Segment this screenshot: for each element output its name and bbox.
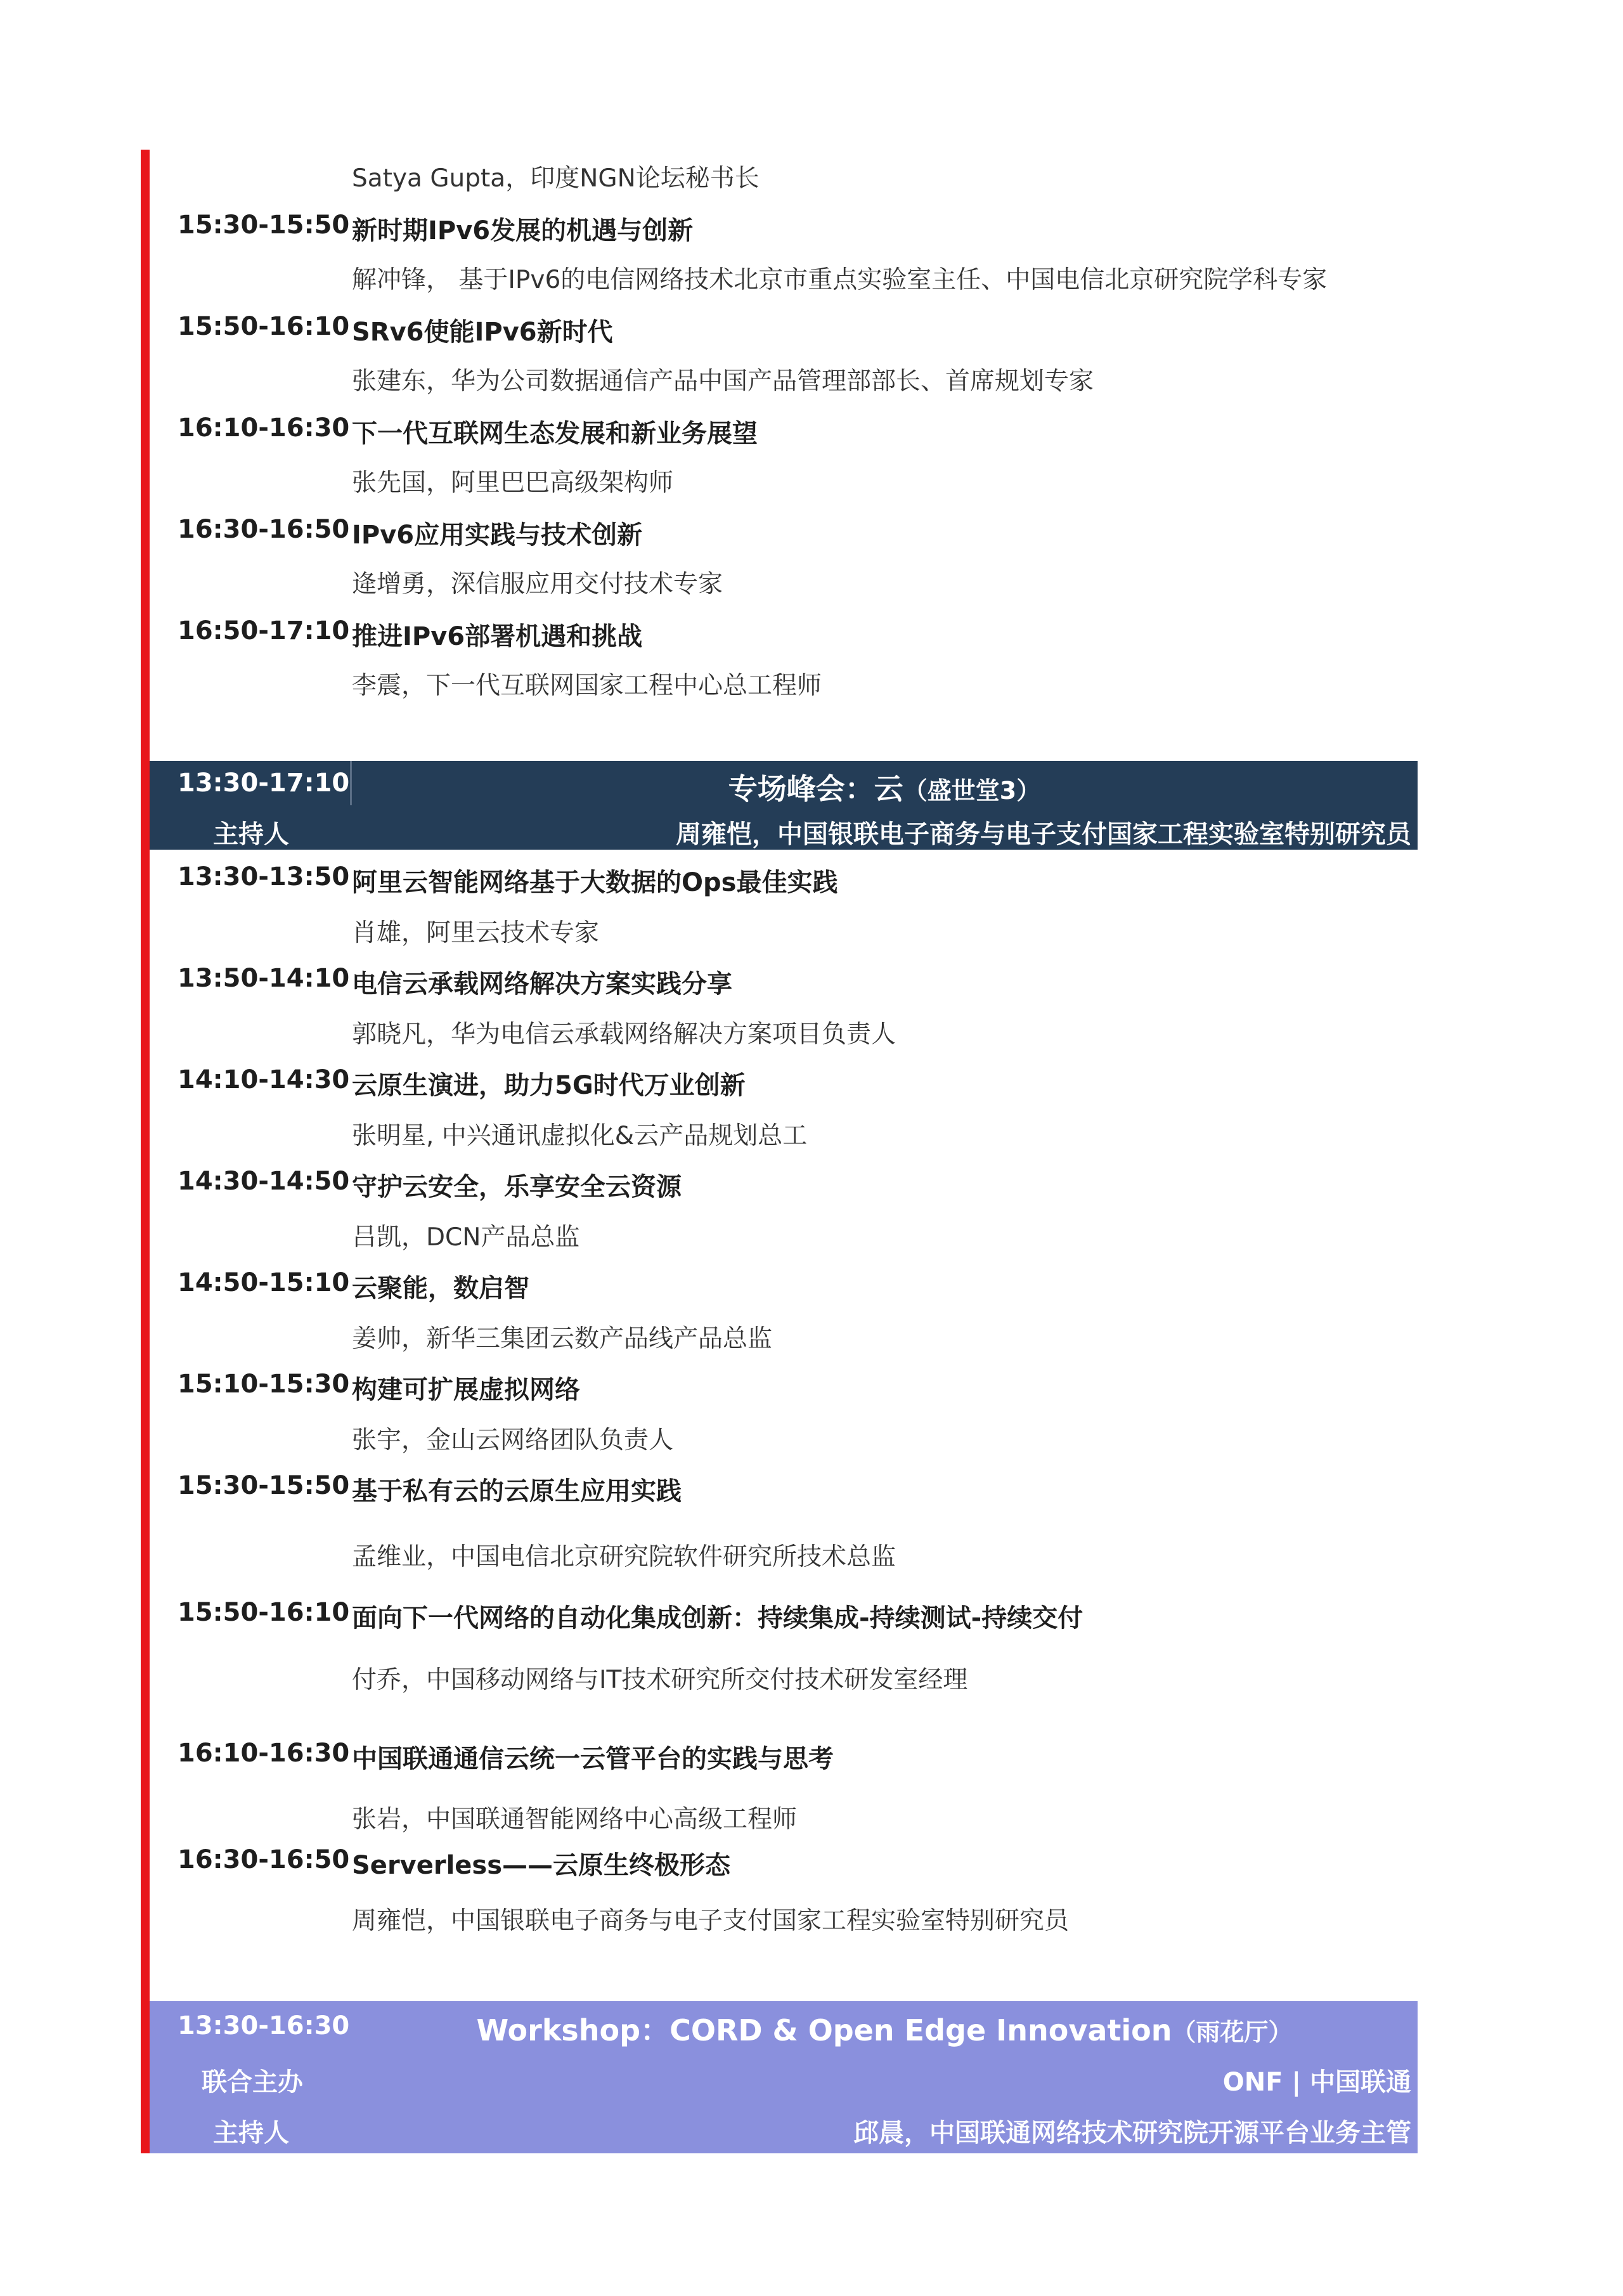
time-slot: 15:30-15:50 xyxy=(178,1471,350,1500)
host-label: 主持人 xyxy=(213,820,289,849)
talk-title: IPv6应用实践与技术创新 xyxy=(352,521,643,550)
talk-title: Serverless——云原生终极形态 xyxy=(352,1851,731,1880)
time-slot: 16:30-16:50 xyxy=(178,1845,350,1874)
talk-title: 构建可扩展虚拟网络 xyxy=(352,1375,580,1404)
speaker-line: 郭晓凡，华为电信云承载网络解决方案项目负责人 xyxy=(352,1020,896,1049)
time-slot: 16:10-16:30 xyxy=(178,413,350,443)
speaker-line: 张宇，金山云网络团队负责人 xyxy=(352,1426,674,1455)
session-room: （盛世堂3） xyxy=(903,777,1041,805)
talk-title: 面向下一代网络的自动化集成创新：持续集成-持续测试-持续交付 xyxy=(352,1604,1083,1633)
time-slot: 14:50-15:10 xyxy=(178,1268,350,1297)
time-slot: 16:30-16:50 xyxy=(178,515,350,544)
time-slot: 16:10-16:30 xyxy=(178,1739,350,1768)
organizer-names: ONF | 中国联通 xyxy=(1222,2068,1411,2097)
speaker-line: 张明星, 中兴通讯虚拟化&云产品规划总工 xyxy=(352,1122,808,1150)
talk-title: SRv6使能IPv6新时代 xyxy=(352,318,613,347)
talk-title: 电信云承载网络解决方案实践分享 xyxy=(352,970,732,999)
cloud-session-header xyxy=(150,761,1418,850)
talk-title: 云聚能，数启智 xyxy=(352,1274,529,1303)
talk-title: 推进IPv6部署机遇和挑战 xyxy=(352,622,643,651)
talk-title: 阿里云智能网络基于大数据的Ops最佳实践 xyxy=(352,868,838,897)
talk-title: 中国联通通信云统一云管平台的实践与思考 xyxy=(352,1744,834,1774)
host-name: 周雍恺，中国银联电子商务与电子支付国家工程实验室特别研究员 xyxy=(676,820,1411,849)
workshop-room: （雨花厅） xyxy=(1172,2018,1293,2046)
time-slot: 15:30-15:50 xyxy=(178,211,350,240)
speaker-line: 张岩，中国联通智能网络中心高级工程师 xyxy=(352,1805,798,1834)
talk-title: 下一代互联网生态发展和新业务展望 xyxy=(352,419,758,448)
session-time: 13:30-17:10 xyxy=(178,769,350,798)
red-accent-bar xyxy=(141,150,150,2153)
workshop-header xyxy=(150,2001,1418,2153)
session-title-text: 专场峰会：云 xyxy=(728,772,903,806)
workshop-title xyxy=(351,2007,1418,2049)
time-slot: 14:30-14:50 xyxy=(178,1167,350,1196)
time-slot: 15:50-16:10 xyxy=(178,1598,350,1627)
speaker-line: 付乔，中国移动网络与IT技术研究所交付技术研发室经理 xyxy=(352,1666,968,1694)
speaker-line: 肖雄，阿里云技术专家 xyxy=(352,919,600,947)
workshop-time: 13:30-16:30 xyxy=(178,2011,350,2040)
speaker-line: 周雍恺，中国银联电子商务与电子支付国家工程实验室特别研究员 xyxy=(352,1907,1070,1935)
talk-title: 守护云安全，乐享安全云资源 xyxy=(352,1172,682,1202)
speaker-line: 孟维业，中国电信北京研究院软件研究所技术总监 xyxy=(352,1543,896,1571)
time-slot: 15:50-16:10 xyxy=(178,312,350,341)
talk-title: 云原生演进，助力5G时代万业创新 xyxy=(352,1071,746,1100)
host-label: 主持人 xyxy=(213,2118,289,2148)
time-slot: 16:50-17:10 xyxy=(178,616,350,645)
time-slot: 15:10-15:30 xyxy=(178,1370,350,1399)
speaker-line: 解冲锋， 基于IPv6的电信网络技术北京市重点实验室主任、中国电信北京研究院学科专家 xyxy=(352,266,1328,294)
time-slot: 13:30-13:50 xyxy=(178,862,350,892)
speaker-line: 姜帅，新华三集团云数产品线产品总监 xyxy=(352,1325,773,1353)
session-title xyxy=(351,766,1418,808)
talk-title: 新时期IPv6发展的机遇与创新 xyxy=(352,216,694,245)
talk-title: 基于私有云的云原生应用实践 xyxy=(352,1477,682,1506)
organizer-label: 联合主办 xyxy=(202,2068,303,2097)
speaker-line: 张建东，华为公司数据通信产品中国产品管理部部长、首席规划专家 xyxy=(352,367,1094,396)
host-name: 邱晨，中国联通网络技术研究院开源平台业务主管 xyxy=(853,2118,1411,2148)
time-slot: 14:10-14:30 xyxy=(178,1065,350,1094)
workshop-title-text: Workshop：CORD & Open Edge Innovation xyxy=(476,2013,1172,2047)
time-slot: 13:50-14:10 xyxy=(178,964,350,993)
speaker-line: 逄增勇，深信服应用交付技术专家 xyxy=(352,570,723,599)
speaker-line: 李震，下一代互联网国家工程中心总工程师 xyxy=(352,671,822,700)
speaker-line: 张先国，阿里巴巴高级架构师 xyxy=(352,469,674,497)
speaker-line: Satya Gupta，印度NGN论坛秘书长 xyxy=(352,164,760,193)
speaker-line: 吕凯，DCN产品总监 xyxy=(352,1223,580,1252)
